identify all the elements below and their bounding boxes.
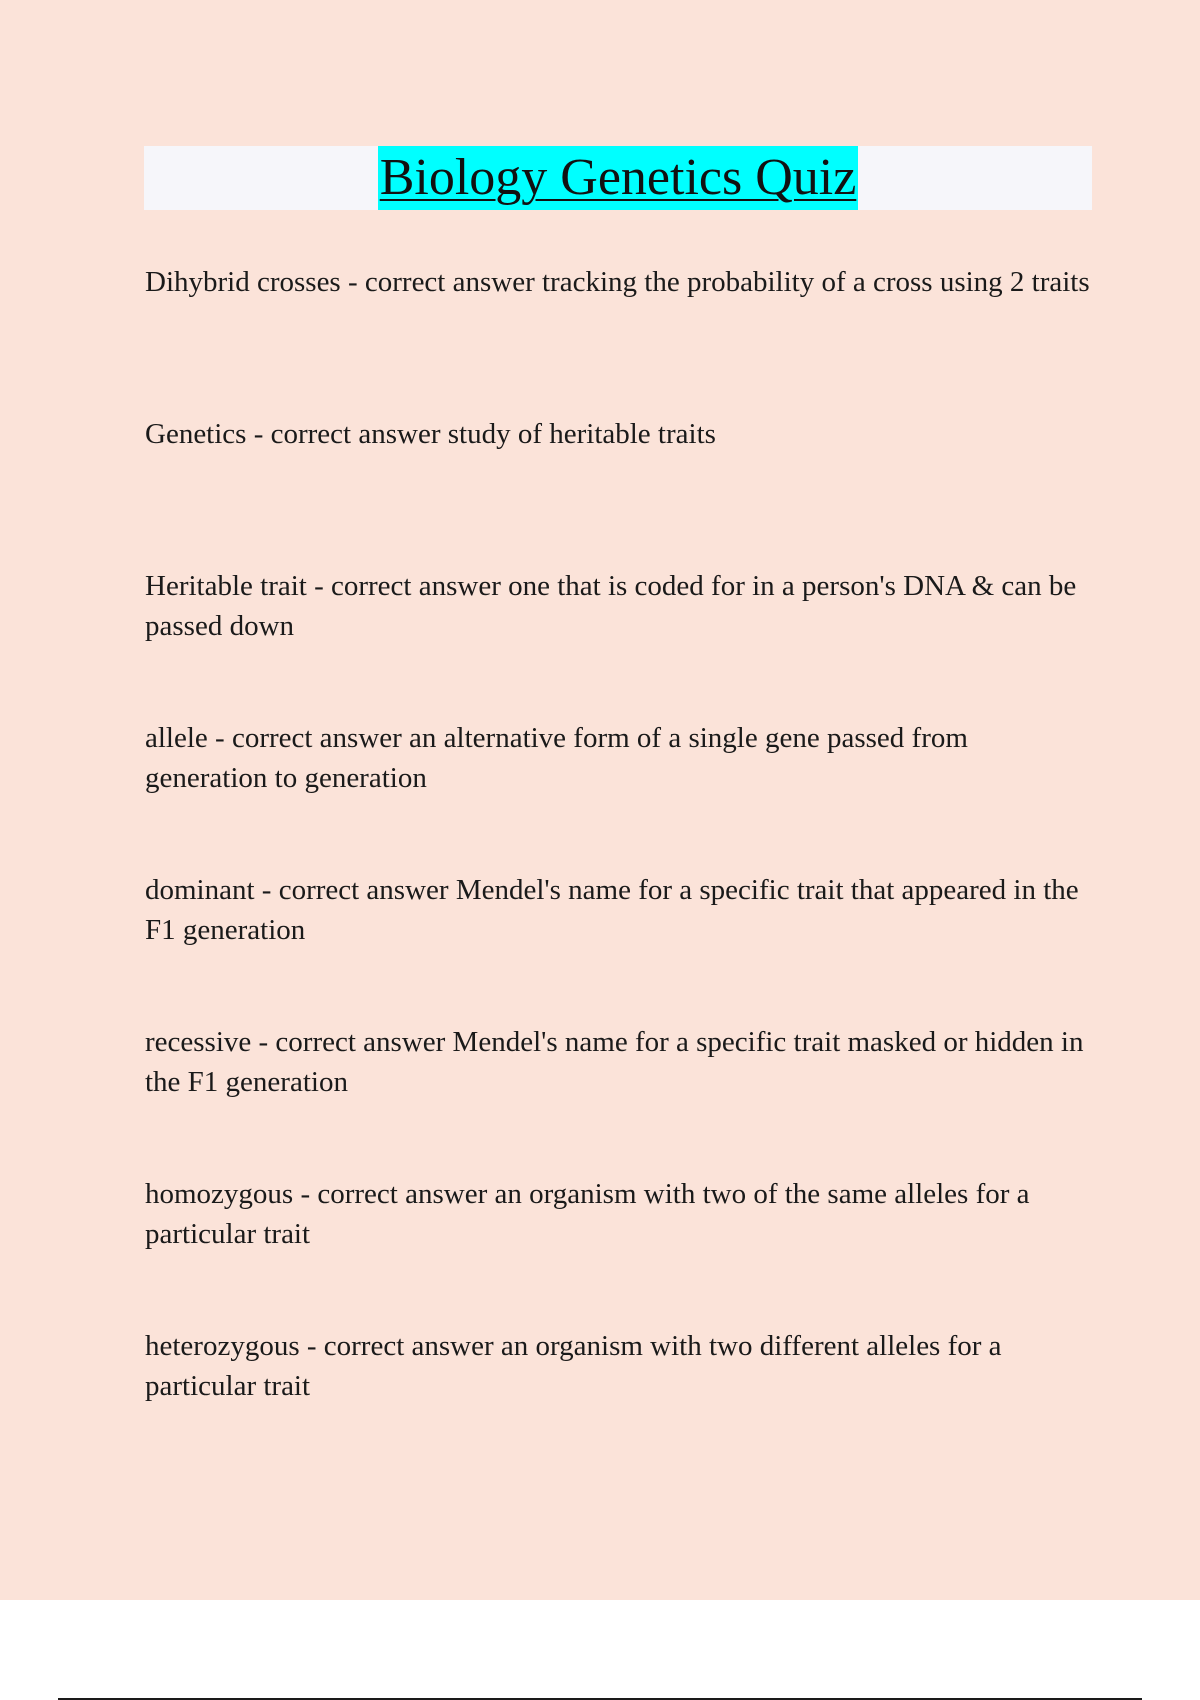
quiz-entry: Genetics - correct answer study of heritable traits [145,418,716,450]
quiz-entry: Dihybrid crosses - correct answer tracking the probability of a cross using 2 traits [145,266,1090,298]
document-title: Biology Genetics Quiz [378,146,859,210]
quiz-entry: homozygous - correct answer an organism with two of the same alleles for a particular trait [145,1178,1030,1250]
quiz-entry: Heritable trait - correct answer one that is coded for in a person's DNA & can be passed down [145,570,1077,642]
quiz-entries [145,262,1095,1478]
quiz-entry: dominant - correct answer Mendel's name for a specific trait that appeared in the F1 generation [145,874,1079,946]
title-bar [144,146,1092,210]
quiz-entry: allele - correct answer an alternative form of a single gene passed from generation to generation [145,722,968,794]
quiz-entry: heterozygous - correct answer an organism with two different alleles for a particular trait [145,1330,1002,1402]
quiz-entry: recessive - correct answer Mendel's name for a specific trait masked or hidden in the F1 generation [145,1026,1084,1098]
